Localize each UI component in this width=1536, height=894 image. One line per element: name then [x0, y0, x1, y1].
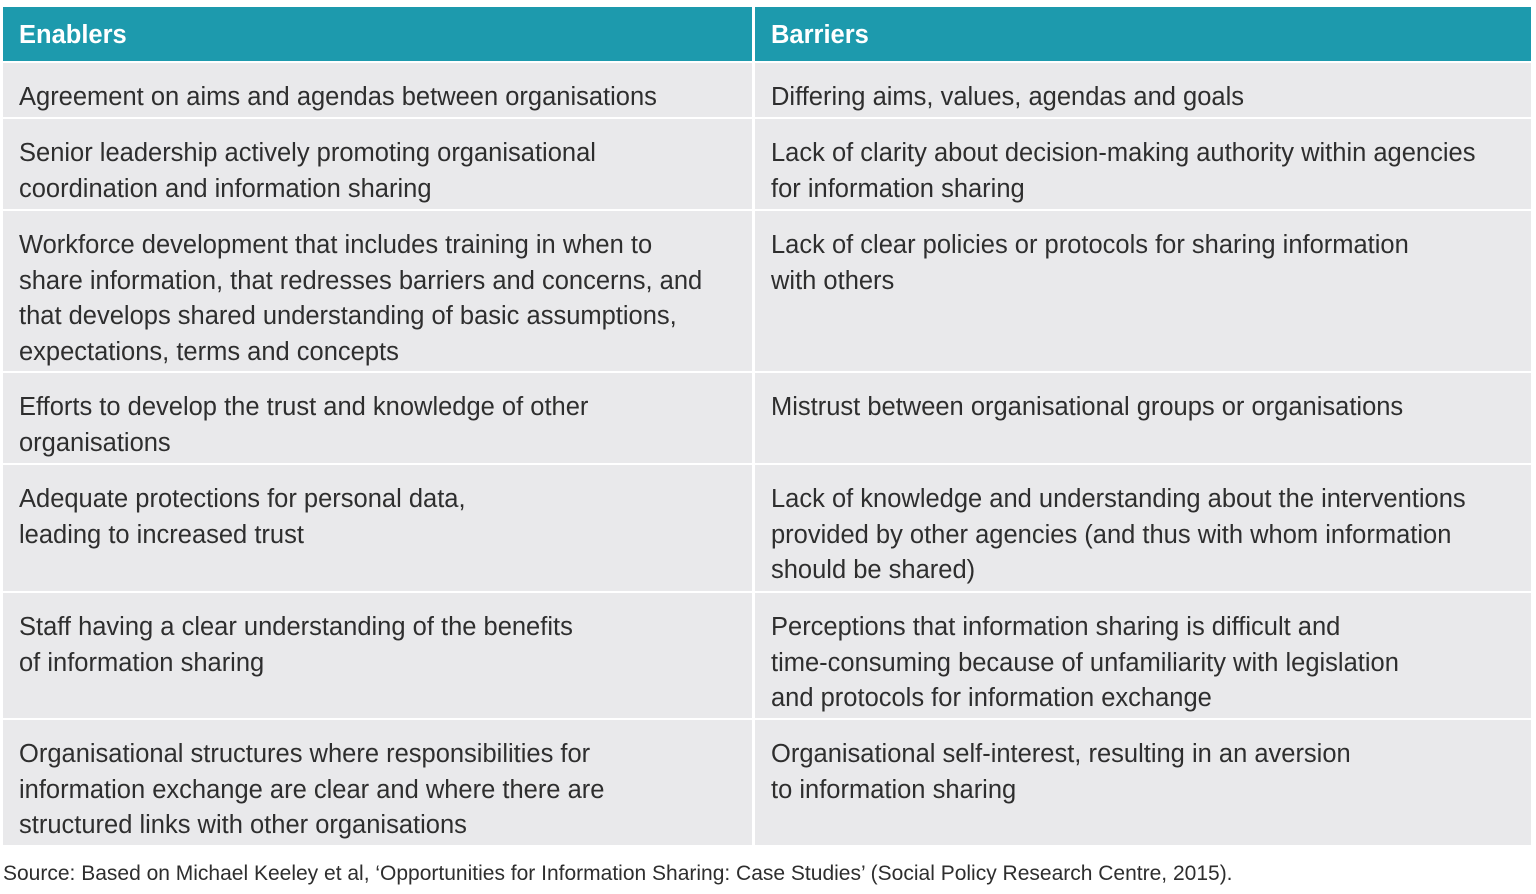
- source-caption: Source: Based on Michael Keeley et al, ‘Opportunities for Information Sharing: Case Studies’ (Social Policy Research Centre, 2015).: [3, 862, 1233, 885]
- enablers-barriers-table: [3, 7, 1528, 845]
- barrier-cell-3: Lack of clear policies or protocols for sharing information with others: [755, 211, 1531, 371]
- enabler-cell-6: Staff having a clear understanding of the benefits of information sharing: [3, 593, 752, 718]
- enabler-cell-4: Efforts to develop the trust and knowledge of other organisations: [3, 373, 752, 463]
- barrier-cell-7: Organisational self-interest, resulting in an aversion to information sharing: [755, 720, 1531, 845]
- barrier-cell-4: Mistrust between organisational groups or organisations: [755, 373, 1531, 463]
- enabler-cell-1: Agreement on aims and agendas between organisations: [3, 63, 752, 117]
- enabler-cell-3: Workforce development that includes training in when to share information, that redresses barriers and concerns, and that develops shared understanding of basic assumptions, expectations, terms and concepts: [3, 211, 752, 371]
- enabler-cell-5: Adequate protections for personal data, leading to increased trust: [3, 465, 752, 591]
- enabler-cell-2: Senior leadership actively promoting organisational coordination and information sharing: [3, 119, 752, 209]
- barrier-cell-2: Lack of clarity about decision-making authority within agencies for information sharing: [755, 119, 1531, 209]
- header-barriers: Barriers: [755, 7, 1531, 61]
- barrier-cell-5: Lack of knowledge and understanding about the interventions provided by other agencies (and thus with whom information should be shared): [755, 465, 1531, 591]
- barrier-cell-1: Differing aims, values, agendas and goals: [755, 63, 1531, 117]
- barrier-cell-6: Perceptions that information sharing is difficult and time-consuming because of unfamiliarity with legislation and protocols for information exchange: [755, 593, 1531, 718]
- enabler-cell-7: Organisational structures where responsibilities for information exchange are clear and where there are structured links with other organisations: [3, 720, 752, 845]
- header-enablers: Enablers: [3, 7, 752, 61]
